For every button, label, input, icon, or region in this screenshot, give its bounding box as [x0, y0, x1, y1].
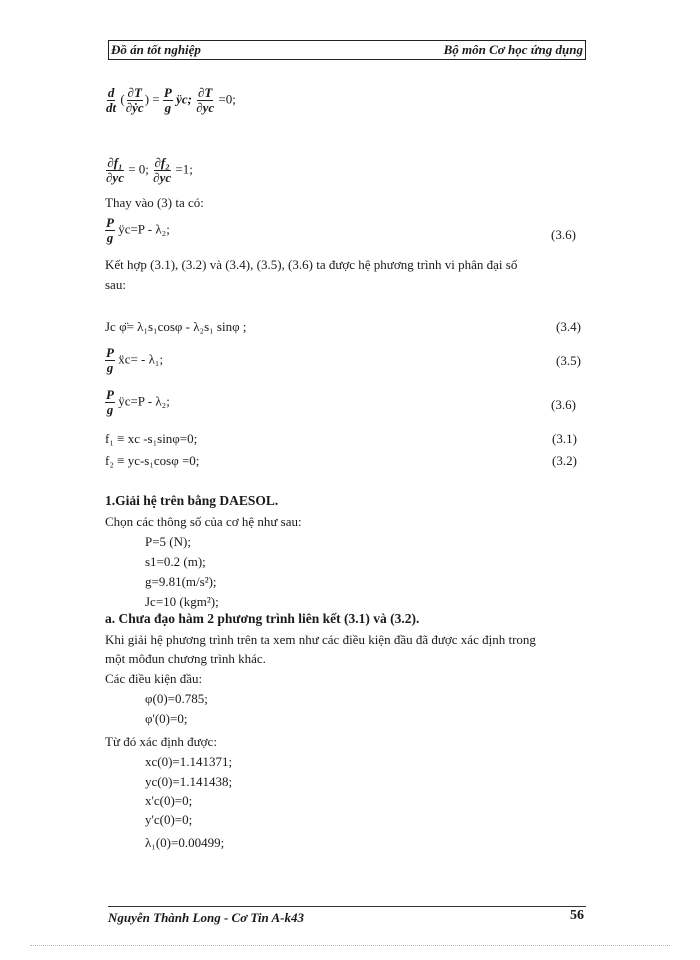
text-ketop-1: Kết hợp (3.1), (3.2) và (3.4), (3.5), (3.6) ta được hệ phương trình vi phân đại số [105, 257, 518, 272]
section-heading-1: 1.Giải hệ trên bằng DAESOL. [105, 493, 279, 508]
frac-num: P [163, 85, 172, 100]
frac-num: P [106, 215, 114, 230]
init-phi-dot: φ'(0)=0; [145, 711, 188, 726]
eq-term: = 0; [128, 161, 149, 177]
equation-partials [105, 156, 193, 185]
footer-author: Nguyễn Thành Long - Cơ Tin A-k43 [108, 910, 304, 925]
section-heading-a: a. Chưa đạo hàm 2 phương trình liên kết (3.1) và (3.2). [105, 611, 420, 626]
derived-xc: xc(0)=1.141371; [145, 754, 233, 769]
system-eq-3-2: f₂ ≡ yc-s₁cosφ =0; [105, 453, 200, 468]
footer-divider [108, 906, 586, 907]
eq-term: ÿc=P - λ₂; [118, 221, 170, 237]
frac-num: d [107, 85, 115, 100]
system-eq-3-1: f₁ ≡ xc -s₁sinφ=0; [105, 431, 198, 446]
eq-term: ÿc; [176, 91, 192, 107]
page-header [108, 40, 586, 60]
page-number: 56 [570, 908, 584, 923]
text-chon: Chọn các thông số của cơ hệ như sau: [105, 514, 302, 529]
eq-term: =0; [218, 91, 236, 107]
init-phi: φ(0)=0.785; [145, 691, 208, 706]
system-eq-3-6 [105, 388, 170, 417]
param-s1: s1=0.2 (m); [145, 554, 206, 569]
frac-den: ∂yc [153, 170, 172, 185]
derived-xc-dot: x'c(0)=0; [145, 793, 193, 808]
page-bottom-border [30, 945, 670, 946]
frac-den: g [106, 402, 114, 417]
frac-num: ∂f₁ [107, 155, 123, 170]
frac-den: g [164, 100, 172, 115]
header-left: Đồ án tốt nghiệp [111, 42, 201, 57]
frac-den: g [106, 360, 114, 375]
text-cac: Các điều kiện đầu: [105, 671, 203, 686]
frac-num: ∂T [127, 85, 142, 100]
text-thay: Thay vào (3) ta có: [105, 195, 204, 210]
frac-den: g [106, 230, 114, 245]
equation-number: (3.1) [552, 431, 577, 446]
text-ketop-2: sau: [105, 277, 126, 292]
system-eq-3-5 [105, 346, 163, 375]
text-khi-1: Khi giải hệ phương trình trên ta xem như các điều kiện đầu đã được xác định trong [105, 632, 536, 647]
param-g: g=9.81(m/s²); [145, 574, 217, 589]
frac-num: P [106, 387, 114, 402]
frac-den: ∂ẏc [125, 100, 144, 115]
equation-number: (3.6) [551, 227, 576, 242]
equation-lagrange: $\frac{d}{dt}$ ( $\frac{\partial T}{\text{∂ẏc}}$ ) = $\frac{P}{g}$ ÿc; $\frac{\partial T}{\partial yc}$ =0; [106, 85, 236, 115]
eq-term: ÿc=P - λ₂; [118, 393, 170, 409]
equation-3-6a [105, 216, 170, 245]
frac-num: ∂f₂ [154, 155, 170, 170]
equation-number: (3.6) [551, 397, 576, 412]
header-right: Bộ môn Cơ học ứng dụng [443, 42, 583, 57]
derived-yc-dot: y'c(0)=0; [145, 812, 193, 827]
derived-lambda1: λ₁(0)=0.00499; [145, 835, 225, 850]
eq-term: ẍc= - λ₁; [118, 351, 164, 367]
text-tudo: Từ đó xác định được: [105, 734, 217, 749]
frac-num: P [106, 345, 114, 360]
frac-num: ∂T [198, 85, 213, 100]
equation-number: (3.4) [556, 319, 581, 334]
eq-sign: = [152, 91, 160, 107]
frac-den: dt [106, 100, 117, 115]
equation-number: (3.5) [556, 353, 581, 368]
param-P: P=5 (N); [145, 534, 191, 549]
equation-number: (3.2) [552, 453, 577, 468]
frac-den: ∂yc [106, 170, 124, 185]
text-khi-2: một môđun chương trình khác. [105, 651, 266, 666]
param-Jc: Jc=10 (kgm²); [145, 594, 219, 609]
system-eq-3-4: Jc φ̈= λ₁s₁cosφ - λ₂s₁ sinφ ; [105, 319, 247, 334]
derived-yc: yc(0)=1.141438; [145, 774, 233, 789]
eq-term: =1; [175, 161, 193, 177]
frac-den: ∂yc [196, 100, 215, 115]
